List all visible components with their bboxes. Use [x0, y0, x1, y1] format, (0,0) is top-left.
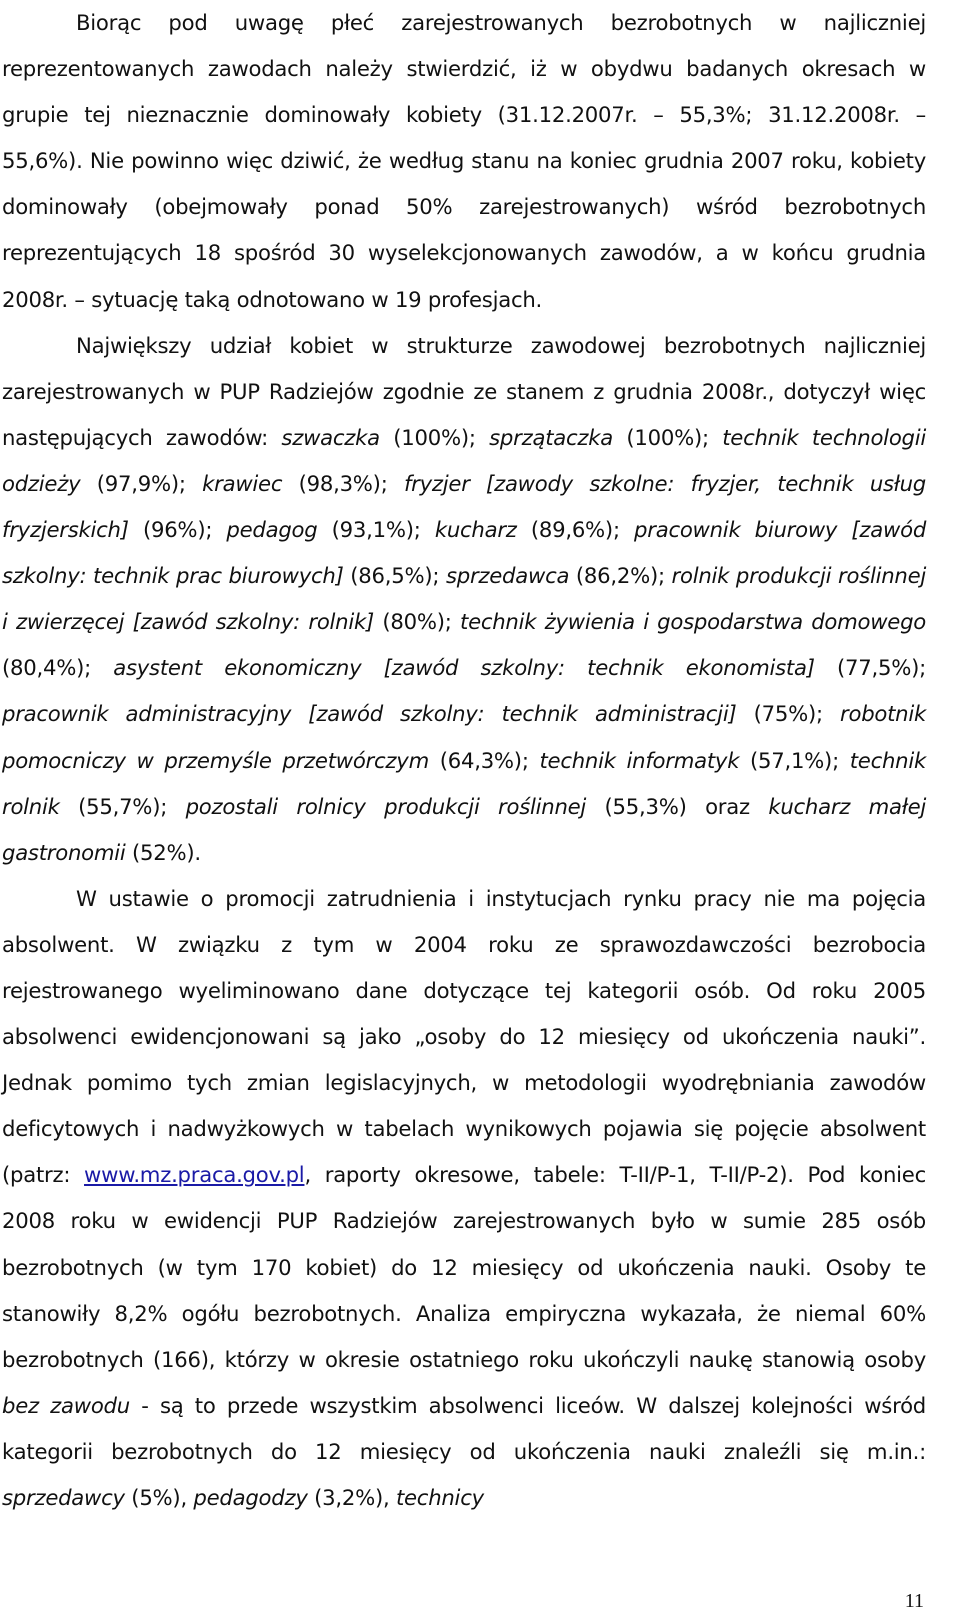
- occupation-name: pracownik biurowy [zawód szkolny: technik prac biurowych]: [2, 517, 927, 589]
- page-number: 11: [904, 1590, 924, 1612]
- occupation-name: pedagog: [226, 517, 318, 543]
- occupation-share: (98,3%);: [282, 470, 404, 496]
- occupation-name: szwaczka: [281, 424, 380, 450]
- occupation-name: technik technologii odzieży: [2, 424, 927, 496]
- occupation-name: kucharz: [434, 517, 517, 543]
- occupation-name: technik żywienia i gospodarstwa domowego: [460, 609, 926, 635]
- ministry-link[interactable]: www.mz.praca.gov.pl: [84, 1162, 305, 1188]
- occupation-share: (75%);: [736, 701, 841, 727]
- document-body: [2, 0, 926, 1521]
- occupation-share: (80%);: [374, 609, 461, 635]
- paragraph-occupations: [2, 323, 926, 876]
- occupation-name: robotnik pomocniczy w przemyśle przetwórczym: [2, 701, 927, 773]
- occupation-name: pracownik administracyjny [zawód szkolny: technik administracji]: [2, 701, 737, 727]
- occupation-name: technik informatyk: [539, 747, 740, 773]
- occupation-name: asystent ekonomiczny [zawód szkolny: technik ekonomista]: [113, 655, 815, 681]
- occupation-share: (52%).: [125, 839, 201, 865]
- graduates-em-technicy: technicy: [395, 1485, 484, 1510]
- graduates-text-3: - są to przede wszystkim absolwenci liceów. W dalszej kolejności wśród kategorii bezrobotnych do 12 miesięcy od ukończenia nauki znaleźli się m.in.:: [2, 1392, 926, 1464]
- occupation-name: kucharz małej gastronomii: [2, 793, 926, 865]
- occupation-share: (57,1%);: [739, 747, 850, 773]
- occupation-share: (89,6%);: [516, 517, 635, 543]
- occupation-share: (64,3%);: [428, 747, 540, 773]
- occupation-share: (97,9%);: [80, 470, 203, 496]
- occupation-share: (80,4%);: [2, 655, 114, 681]
- occupation-share: (77,5%);: [814, 655, 926, 681]
- occupation-name: pozostali rolnicy produkcji roślinnej: [185, 793, 587, 819]
- paragraph-occupations-intro: Największy udział kobiet w strukturze zawodowej bezrobotnych najliczniej zarejestrowanych w PUP Radziejów zgodnie ze stanem z grudnia 2008r., dotyczył więc następujących zawodów:: [2, 332, 926, 450]
- occupation-share: (55,3%) oraz: [586, 793, 769, 819]
- occupation-list: [2, 425, 926, 865]
- paragraph-gender-dominance: Biorąc pod uwagę płeć zarejestrowanych bezrobotnych w najliczniej reprezentowanych zawodach należy stwierdzić, iż w obydwu badanych okresach w grupie tej nieznacznie dominowały kobiety (31.12.2007r. – 55,3%; 31.12.2008r. – 55,6%). Nie powinno więc dziwić, że według stanu na koniec grudnia 2007 roku, kobiety dominowały (obejmowały ponad 50% zarejestrowanych) wśród bezrobotnych reprezentujących 18 spośród 30 wyselekcjonowanych zawodów, a w końcu grudnia 2008r. – sytuację taką odnotowano w 19 profesjach.: [2, 10, 926, 312]
- occupation-share: (96%);: [128, 517, 227, 543]
- occupation-name: technik rolnik: [2, 747, 927, 819]
- paragraph-graduates: [2, 876, 926, 1521]
- occupation-name: rolnik produkcji roślinnej i zwierzęcej [zawód szkolny: rolnik]: [2, 563, 926, 635]
- occupation-share: (86,5%);: [343, 563, 446, 589]
- graduates-text-1: W ustawie o promocji zatrudnienia i instytucjach rynku pracy nie ma pojęcia absolwent. W związku z tym w 2004 roku ze sprawozdawczości bezrobocia rejestrowanego wyeliminowano dane dotyczące tej kategorii osób. Od roku 2005 absolwenci ewidencjonowani są jako „osoby do 12 miesięcy od ukończenia nauki”. Jednak pomimo tych zmian legislacyjnych, w metodologii wyodrębniania zawodów deficytowych i nadwyżkowych w tabelach wynikowych pojawia się pojęcie absolwent (patrz:: [2, 885, 926, 1188]
- graduates-text-2: , raporty okresowe, tabele: T-II/P-1, T-II/P-2). Pod koniec 2008 roku w ewidencji PUP Radziejów zarejestrowanych było w sumie 285 osób bezrobotnych (w tym 170 kobiet) do 12 miesięcy od ukończenia nauki. Osoby te stanowiły 8,2% ogółu bezrobotnych. Analiza empiryczna wykazała, że niemal 60% bezrobotnych (166), którzy w okresie ostatniego roku ukończyli naukę stanowią osoby: [2, 1162, 926, 1372]
- graduates-em-sprzedawcy: sprzedawcy: [2, 1485, 125, 1510]
- occupation-share: (86,2%);: [569, 563, 672, 589]
- occupation-name: fryzjer [zawody szkolne: fryzjer, technik usług fryzjerskich]: [2, 470, 927, 543]
- occupation-share: (55,7%);: [59, 793, 186, 819]
- graduates-em-bez-zawodu: bez zawodu: [2, 1392, 130, 1418]
- occupation-share: (100%);: [613, 424, 723, 450]
- graduates-text-5: (3,2%),: [307, 1485, 396, 1510]
- occupation-name: sprzątaczka: [489, 424, 614, 450]
- graduates-em-pedagodzy: pedagodzy: [193, 1485, 308, 1510]
- occupation-name: krawiec: [202, 470, 283, 496]
- occupation-share: (100%);: [379, 424, 490, 450]
- occupation-share: (93,1%);: [317, 517, 435, 543]
- occupation-name: sprzedawca: [445, 563, 570, 589]
- graduates-text-4: (5%),: [124, 1485, 194, 1510]
